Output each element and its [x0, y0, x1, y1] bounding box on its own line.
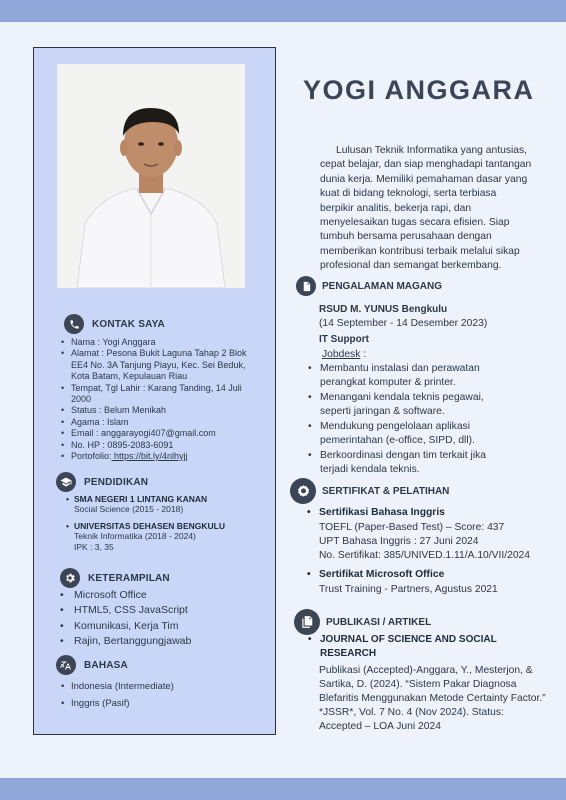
internship-header [296, 276, 442, 296]
internship-org: RSUD M. YUNUS Bengkulu [319, 304, 448, 315]
cert1-title: • Sertifikasi Bahasa Inggris [319, 507, 445, 518]
award-icon [290, 478, 316, 504]
jobdesk-item: • Membantu instalasi dan perawatan perangkat komputer & printer. [306, 362, 516, 390]
profile-summary: Lulusan Teknik Informatika yang antusias, cepat belajar, dan siap menghadapi tantangan dunia kerja. Memiliki pemahaman dasar yang kuat di bidang teknologi, serta terbiasa berpikir analitis, bekerja rapi, dan menyelesaikan tugas secara efisien. Siap tumbuh bersama perusahaan dengan memberikan kontribusi terbaik melalui sikap profesional dan semangat berkembang. [320, 145, 532, 272]
language-icon [56, 655, 76, 675]
education-item [66, 521, 266, 552]
top-decor-bar [0, 0, 566, 22]
cert2-line1: Trust Training - Partners, Agustus 2021 [319, 584, 498, 595]
internship-period: (14 September - 14 Desember 2023) [319, 318, 488, 329]
portfolio-label: Portofolio: [71, 451, 112, 462]
language-item: • Indonesia (Intermediate) [61, 678, 261, 695]
publications-header [294, 609, 431, 635]
skill-item: • Microsoft Office [60, 588, 260, 603]
jobdesk-label: Jobdesk [322, 349, 361, 360]
language-item: • Inggris (Pasif) [61, 695, 261, 712]
internship-title: PENGALAMAN MAGANG [322, 280, 442, 292]
education-title: PENDIDIKAN [84, 476, 149, 488]
jobdesk-heading [322, 348, 366, 362]
contact-item-portfolio [61, 451, 261, 462]
certificates-header [290, 478, 449, 504]
portfolio-link[interactable]: https://bit.ly/4nlhyjj [111, 451, 188, 462]
languages-header [56, 655, 128, 675]
contact-item-phone: • No. HP : 0895-2083-6091 [61, 440, 261, 451]
jobdesk-list [306, 362, 516, 478]
bottom-decor-bar [0, 778, 566, 800]
school-name: • UNIVERSITAS DEHASEN BENGKULU [66, 521, 266, 531]
skill-item: • Komunikasi, Kerja Tim [60, 619, 260, 634]
school-name: • SMA NEGERI 1 LINTANG KANAN [66, 494, 266, 504]
skills-list [60, 588, 260, 649]
school-detail: Teknik Informatika (2018 - 2024) [74, 531, 196, 541]
school-gpa: IPK : 3, 35 [74, 541, 114, 552]
skill-item: • HTML5, CSS JavaScript [60, 603, 260, 618]
languages-title: BAHASA [84, 659, 128, 671]
school-detail: Social Science (2015 - 2018) [74, 504, 184, 514]
documents-icon [294, 609, 320, 635]
skill-item: • Rajin, Bertanggungjawab [60, 634, 260, 649]
contact-header [64, 314, 165, 334]
publication-text: Publikasi (Accepted)-Anggara, Y., Mesterjon, & Sartika, D. (2024). “Sistem Pakar Diagnosa Blefaritis Menggunakan Metode Certainty Factor.” *JSSR*, Vol. 7 No. 4 (Nov 2024). Status: Accepted – LOA Juni 2024 [319, 665, 546, 732]
contact-item-email: • Email : anggarayogi407@gmail.com [61, 428, 261, 439]
contact-item-status: • Status : Belum Menikah [61, 405, 261, 416]
skills-title: KETERAMPILAN [88, 572, 170, 584]
education-item [66, 494, 266, 515]
phone-icon [64, 314, 84, 334]
cert1-line3: No. Sertifikat: 385/UNIVED.1.11/A.10/VII/2024 [319, 550, 531, 561]
cert1-line1: TOEFL (Paper-Based Test) – Score: 437 [319, 522, 505, 533]
contact-title: KONTAK SAYA [92, 318, 165, 330]
languages-list [61, 678, 261, 712]
full-name: YOGI ANGGARA [303, 75, 535, 105]
jobdesk-colon: : [360, 349, 367, 360]
skills-header [60, 568, 170, 588]
certificates-title: SERTIFIKAT & PELATIHAN [322, 485, 450, 497]
internship-role: IT Support [319, 334, 369, 345]
profile-photo [57, 64, 245, 288]
contact-item-religion: • Agama : Islam [61, 417, 261, 428]
gear-icon [60, 568, 80, 588]
contact-list [61, 337, 261, 462]
contact-item-birth: • Tempat, Tgl Lahir : Karang Tanding, 14 Juli 2000 [61, 383, 261, 406]
cert2-title: • Sertifikat Microsoft Office [319, 569, 444, 580]
jobdesk-item: • Berkoordinasi dengan tim terkait jika terjadi kendala teknis. [306, 449, 516, 477]
jobdesk-item: • Mendukung pengelolaan aplikasi pemerintahan (e-office, SIPD, dll). [306, 420, 516, 448]
graduation-cap-icon [56, 472, 76, 492]
publications-title: PUBLIKASI / ARTIKEL [326, 616, 432, 628]
education-header [56, 472, 148, 492]
cert1-line2: UPT Bahasa Inggris : 27 Juni 2024 [319, 536, 479, 547]
contact-item-address: • Alamat : Pesona Bukit Laguna Tahap 2 Blok EE4 No. 3A Tanjung Piayu, Kec. Sei Beduk, Kota Batam, Kepulauan Riau [61, 348, 261, 382]
document-icon [296, 276, 316, 296]
sidebar [33, 47, 276, 735]
contact-item-name: • Nama : Yogi Anggara [61, 337, 261, 348]
journal-name: • JOURNAL OF SCIENCE AND SOCIAL RESEARCH [320, 633, 520, 661]
jobdesk-item: • Menangani kendala teknis pegawai, seperti jaringan & software. [306, 391, 516, 419]
